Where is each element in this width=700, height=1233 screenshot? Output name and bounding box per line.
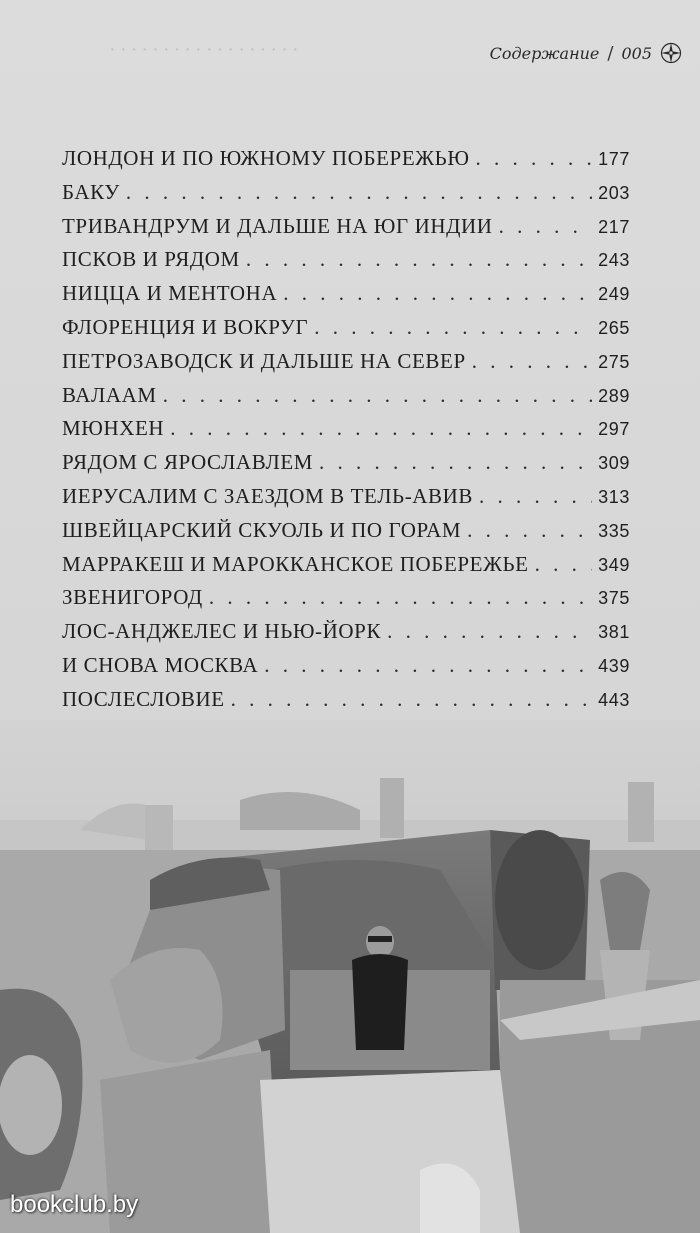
toc-entry-title: ЛОНДОН И ПО ЮЖНОМУ ПОБЕРЕЖЬЮ bbox=[62, 146, 470, 170]
toc-entry-page: 297 bbox=[598, 419, 630, 440]
toc-leader-dots bbox=[467, 518, 592, 543]
toc-entry bbox=[62, 619, 630, 653]
toc-entry bbox=[62, 687, 630, 721]
toc-leader-dots bbox=[314, 315, 592, 340]
toc-entry-page: 177 bbox=[598, 149, 630, 169]
toc-leader-dots bbox=[499, 214, 593, 239]
toc-entry-title: БАКУ bbox=[62, 179, 120, 204]
watermark-text: bookclub.by bbox=[10, 1191, 139, 1218]
toc-entry bbox=[62, 383, 630, 417]
toc-entry-page: 375 bbox=[598, 588, 630, 609]
toc-leader-dots bbox=[387, 619, 592, 644]
toc-leader-dots bbox=[231, 687, 593, 712]
toc-leader-dots bbox=[264, 653, 592, 678]
toc-entry-page: 349 bbox=[598, 554, 630, 575]
toc-leader-dots bbox=[535, 552, 593, 577]
toc-leader-dots bbox=[246, 247, 592, 272]
toc-entry-title: МЮНХЕН bbox=[62, 416, 165, 441]
photo-collage bbox=[0, 720, 700, 1233]
toc-leader-dots bbox=[283, 281, 592, 306]
toc-entry bbox=[62, 653, 630, 687]
toc-entry bbox=[62, 416, 630, 450]
toc-entry-title: И СНОВА МОСКВА bbox=[62, 652, 259, 677]
toc-entry-title: ПОСЛЕСЛОВИЕ bbox=[62, 686, 225, 711]
toc-entry bbox=[62, 552, 630, 586]
toc-entry-title: ТРИВАНДРУМ И ДАЛЬШЕ НА ЮГ ИНДИИ bbox=[62, 213, 493, 238]
toc-entry-title: ФЛОРЕНЦИЯ И ВОКРУГ bbox=[62, 314, 309, 339]
toc-entry-page: 381 bbox=[598, 622, 630, 643]
toc-entry-page: 289 bbox=[598, 385, 630, 406]
toc-entry-title: ИЕРУСАЛИМ С ЗАЕЗДОМ В ТЕЛЬ-АВИВ bbox=[62, 483, 474, 508]
toc-entry-page: 439 bbox=[598, 655, 630, 676]
bleed-through-text: · · · · · · · · · · · · · · · · · · bbox=[110, 42, 299, 58]
toc-entry bbox=[62, 349, 630, 383]
toc-entry bbox=[62, 180, 630, 214]
toc-entry bbox=[62, 450, 630, 484]
toc-entry bbox=[62, 146, 630, 180]
toc-entry-title: ЗВЕНИГОРОД bbox=[62, 585, 203, 610]
section-title: Содержание bbox=[489, 43, 600, 63]
toc-entry-page: 265 bbox=[598, 317, 630, 338]
toc-leader-dots bbox=[209, 585, 592, 610]
toc-entry-title: МАРРАКЕШ И МАРОККАНСКОЕ ПОБЕРЕЖЬЕ bbox=[62, 551, 529, 576]
toc-leader-dots bbox=[472, 349, 592, 374]
toc-entry-page: 335 bbox=[598, 520, 630, 541]
toc-entry-page: 275 bbox=[598, 351, 630, 372]
toc-entry bbox=[62, 585, 630, 619]
toc-entry-title: ШВЕЙЦАРСКИЙ СКУОЛЬ И ПО ГОРАМ bbox=[62, 517, 462, 542]
toc-entry bbox=[62, 281, 630, 315]
toc-entry bbox=[62, 247, 630, 281]
toc-leader-dots bbox=[126, 180, 592, 205]
toc-entry-page: 243 bbox=[598, 250, 630, 271]
toc-entry bbox=[62, 214, 630, 248]
page-header bbox=[490, 42, 682, 64]
toc-entry-title: ПСКОВ И РЯДОМ bbox=[62, 247, 240, 272]
toc-leader-dots bbox=[479, 484, 592, 509]
toc-leader-dots bbox=[476, 146, 593, 171]
toc-entry-page: 249 bbox=[598, 284, 630, 305]
toc-entry-page: 217 bbox=[598, 216, 630, 237]
toc-entry-page: 309 bbox=[598, 453, 630, 474]
toc-leader-dots bbox=[319, 450, 592, 475]
toc-entry-page: 203 bbox=[598, 182, 630, 203]
toc-entry bbox=[62, 315, 630, 349]
toc-entry-title: РЯДОМ С ЯРОСЛАВЛЕМ bbox=[62, 450, 314, 475]
toc-entry bbox=[62, 484, 630, 518]
toc-leader-dots bbox=[170, 416, 592, 441]
toc-entry bbox=[62, 518, 630, 552]
table-of-contents bbox=[62, 146, 630, 721]
toc-entry-title: ПЕТРОЗАВОДСК И ДАЛЬШЕ НА СЕВЕР bbox=[62, 348, 466, 373]
toc-leader-dots bbox=[163, 383, 592, 408]
compass-rose-icon bbox=[660, 42, 682, 64]
header-separator: / bbox=[607, 42, 614, 64]
toc-entry-page: 443 bbox=[598, 689, 630, 710]
toc-entry-title: НИЦЦА И МЕНТОНА bbox=[62, 281, 278, 306]
toc-entry-title: ЛОС-АНДЖЕЛЕС И НЬЮ-ЙОРК bbox=[62, 619, 382, 644]
toc-entry-page: 313 bbox=[598, 486, 630, 507]
toc-entry-title: ВАЛААМ bbox=[62, 382, 157, 407]
page-number: 005 bbox=[621, 43, 652, 63]
